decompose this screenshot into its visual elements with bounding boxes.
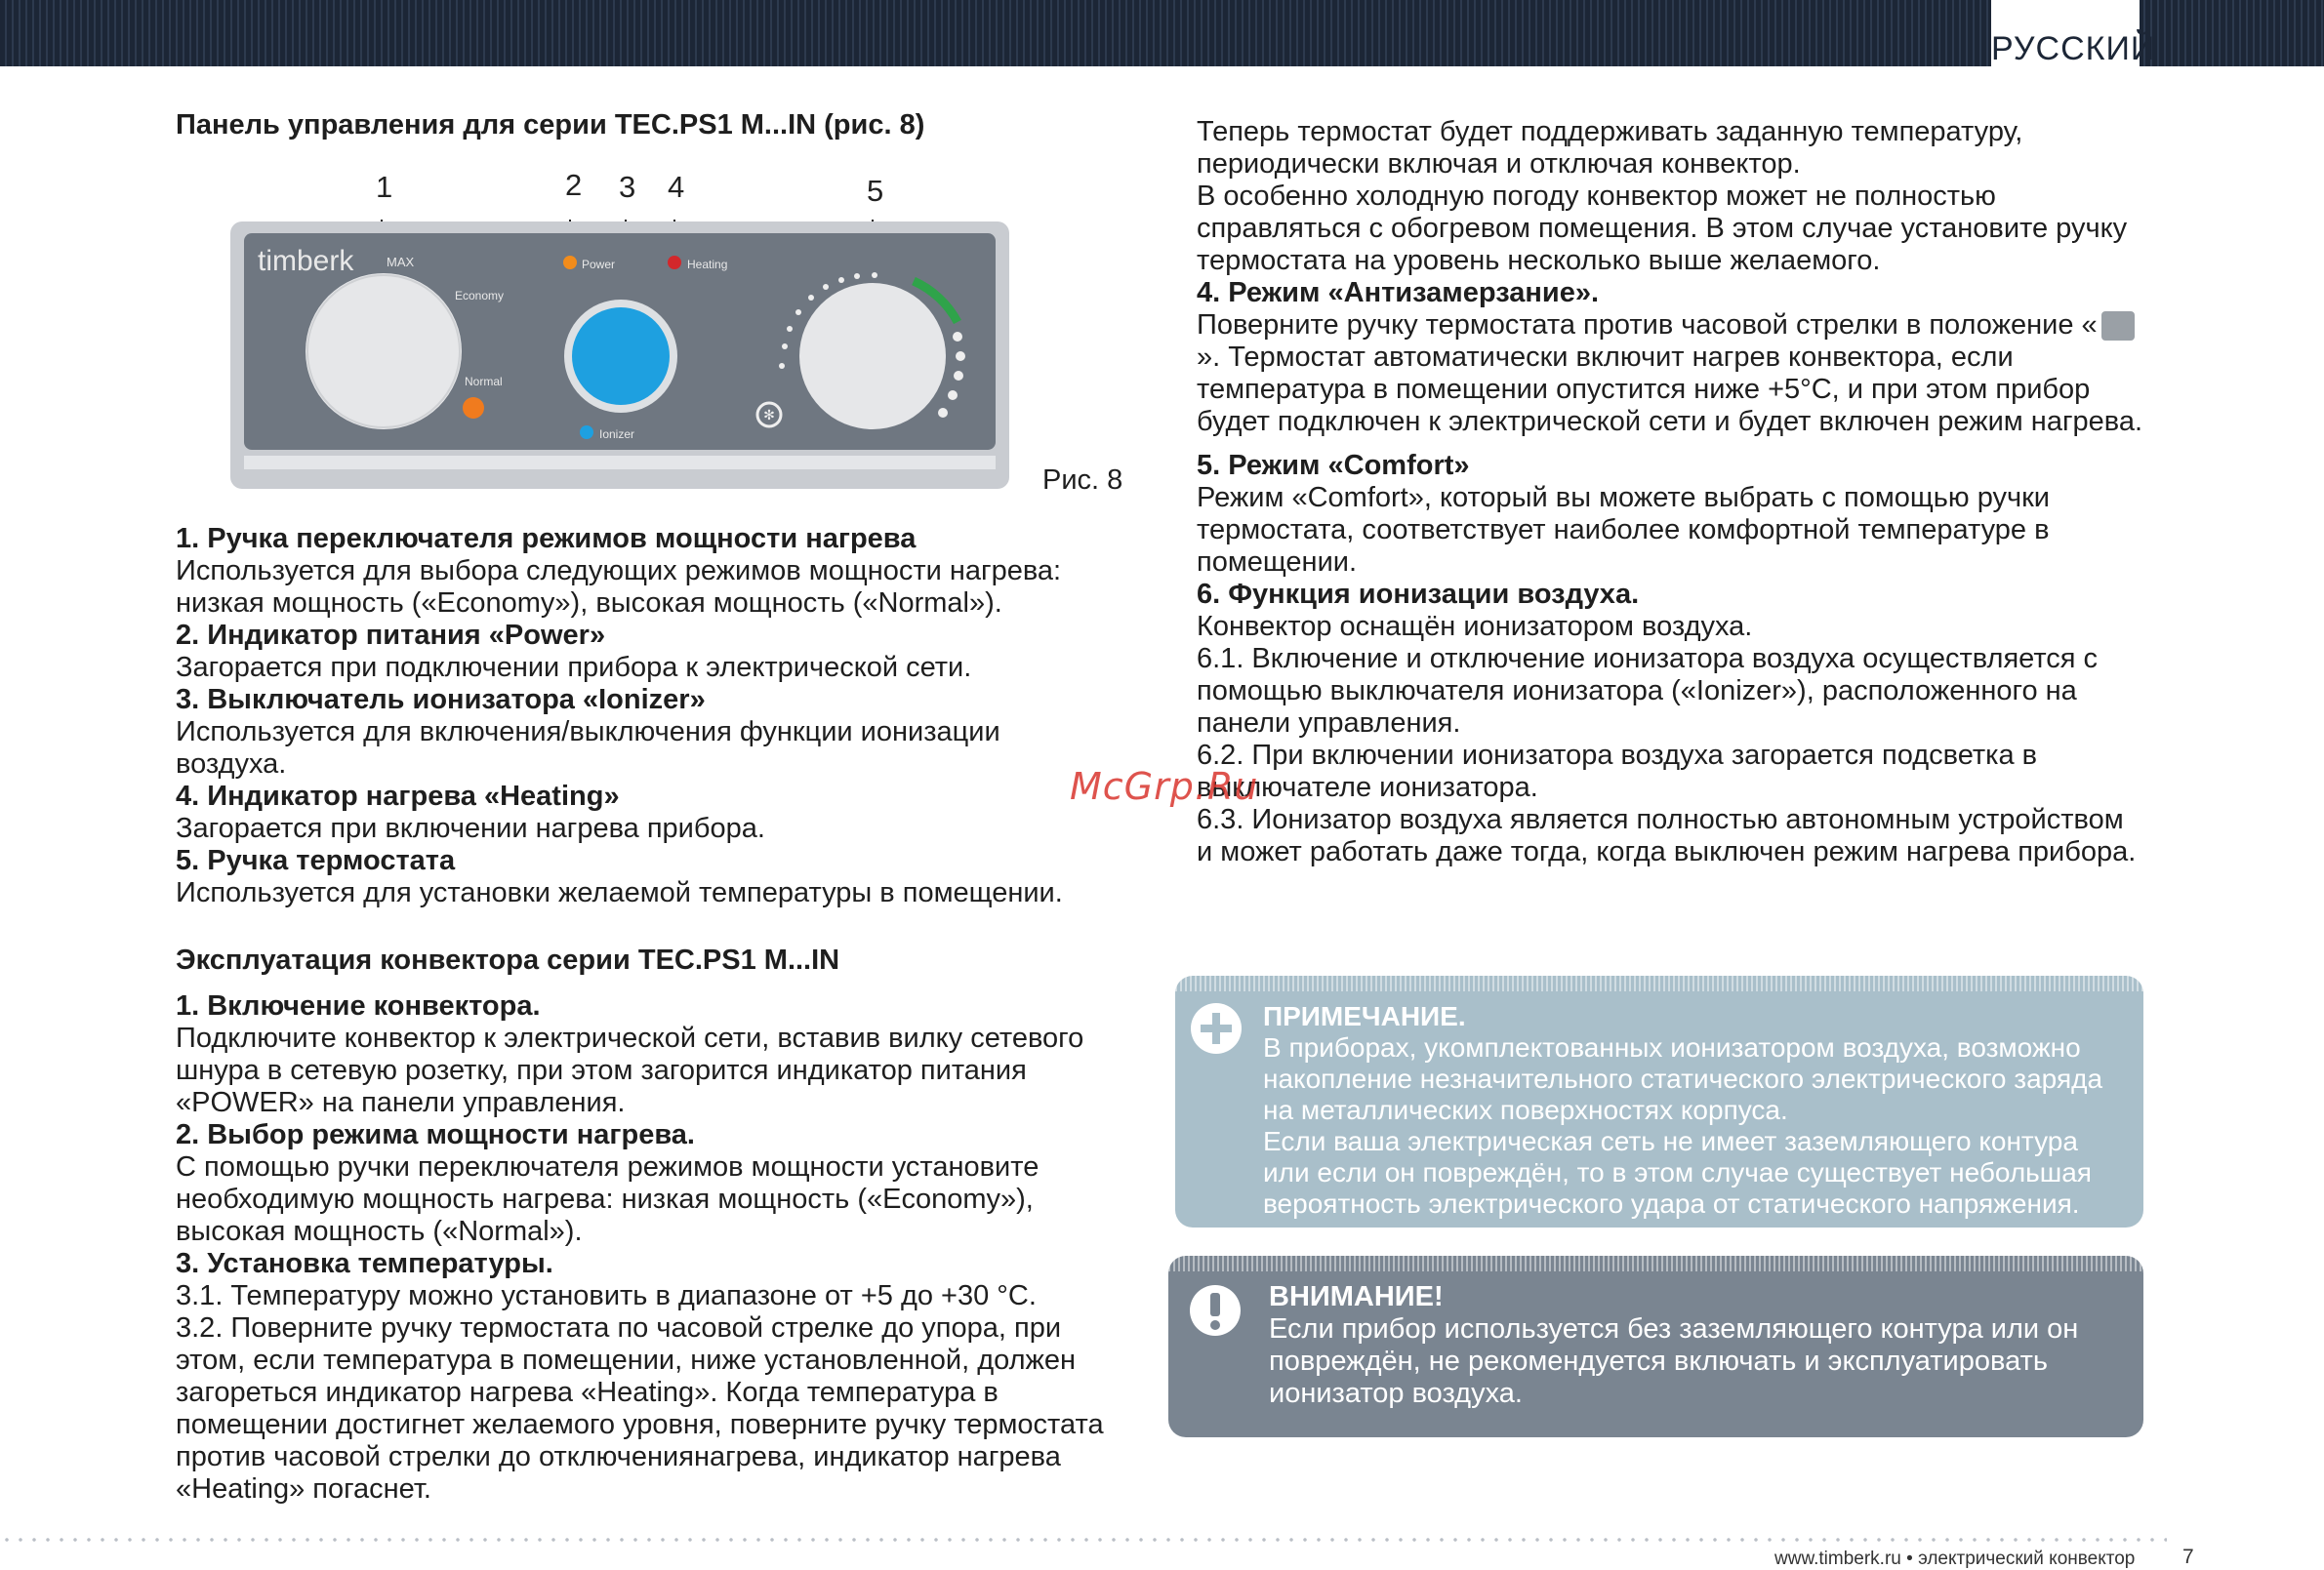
operation-title: Эксплуатация конвектора серии TEC.PS1 M...IN — [176, 945, 840, 976]
warning-text: Если прибор используется без заземляющего контура или он повреждён, не рекомендуется включать и эксплуатировать ионизатор воздуха. — [1269, 1313, 2079, 1409]
comfort-title: 5. Режим «Comfort» — [1197, 450, 1470, 481]
ion-item: 6.2. При включении ионизатора воздуха загорается подсветка в выключателе ионизатора. — [1197, 740, 2038, 803]
note-box — [1175, 976, 2143, 1228]
step-title: 3. Установка температуры. — [176, 1248, 553, 1279]
antifreeze-text — [1197, 309, 2143, 438]
control-panel-figure — [230, 220, 1009, 491]
antifreeze-text-b: ». Термостат автоматически включит нагрев конвектора, если температура в помещении опустится ниже +5°С, и при этом прибор будет подключен к электрической сети и будет включен режим нагрева. — [1197, 342, 2143, 437]
step-text: С помощью ручки переключателя режимов мощности установите необходимую мощность нагрева: низкая мощность («Economy»), высокая мощность («Normal»). — [176, 1151, 1040, 1247]
language-label: РУССКИЙ — [1991, 0, 2140, 76]
step-text: 3.1. Температуру можно установить в диапазоне от +5 до +30 °С. — [176, 1280, 1037, 1311]
note-paragraph: Если ваша электрическая сеть не имеет заземляющего контура или если он повреждён, то в этом случае существует небольшая вероятность электрического удара от статического напряжения. — [1263, 1126, 2092, 1219]
brand-logo: timberk — [258, 245, 354, 277]
figure-caption: Рис. 8 — [1042, 464, 1123, 496]
label-heating: Heating — [687, 258, 728, 271]
figure-number-2: 2 — [565, 168, 583, 202]
note-paragraph: В приборах, укомплектованных ионизатором воздуха, возможно накопление незначительного статического электрического заряда на металлических поверхностях корпуса. — [1263, 1032, 2103, 1125]
figure-number-5: 5 — [867, 174, 884, 208]
normal-mode-indicator-icon — [463, 397, 484, 419]
power-indicator-icon — [563, 256, 577, 269]
page-number: 7 — [2182, 1546, 2194, 1568]
comfort-text: Режим «Comfort», который вы можете выбрать с помощью ручки термостата, соответствует наиболее комфортной температуре в помещении. — [1197, 482, 2050, 578]
item-text: Загорается при включении нагрева прибора. — [176, 813, 765, 844]
ion-text: Конвектор оснащён ионизатором воздуха. — [1197, 611, 1753, 642]
figure-number-3: 3 — [619, 170, 636, 204]
item-title: 5. Ручка термостата — [176, 845, 456, 876]
step-title: 2. Выбор режима мощности нагрева. — [176, 1119, 695, 1150]
step-title: 1. Включение конвектора. — [176, 990, 541, 1022]
ion-item: 6.1. Включение и отключение ионизатора воздуха осуществляется с помощью выключателя ионизатора («Ionizer»), расположенного на панели управления. — [1197, 643, 2099, 739]
label-power: Power — [582, 258, 616, 271]
svg-text:✻: ✻ — [763, 407, 775, 423]
antifreeze-symbol-icon — [2101, 311, 2135, 341]
footer-text: www.timberk.ru • электрический конвектор — [1774, 1549, 2136, 1569]
thermostat-knob — [799, 283, 946, 429]
step-text: Подключите конвектор к электрической сети, вставив вилку сетевого шнура в сетевую розетку, при этом загорится индикатор питания «POWER» на панели управления. — [176, 1023, 1084, 1118]
watermark: McGrp.Ru — [1070, 765, 1259, 808]
item-title: 3. Выключатель ионизатора «Ionizer» — [176, 684, 706, 715]
heating-indicator-icon — [668, 256, 681, 269]
top-header-bar — [0, 0, 2324, 66]
ionizer-indicator-icon — [580, 425, 593, 439]
footer-divider — [0, 1538, 2167, 1542]
item-title: 1. Ручка переключателя режимов мощности нагрева — [176, 523, 917, 554]
panel-descriptions — [176, 523, 1113, 909]
ionizer-button — [572, 307, 670, 405]
label-normal: Normal — [465, 375, 503, 388]
intro-text: Теперь термостат будет поддерживать заданную температуру, периодически включая и отключая конвектор. В особенно холодную погоду конвектор может не полностью справляться с обогревом помещения. В этом случае установите ручку термостата на уровень несколько выше желаемого. — [1197, 116, 2128, 276]
warning-title: ВНИМАНИЕ! — [1269, 1281, 1444, 1312]
item-text: Используется для включения/выключения функции ионизации воздуха. — [176, 716, 1000, 780]
plus-icon — [1189, 1001, 1244, 1056]
item-text: Используется для установки желаемой температуры в помещении. — [176, 877, 1063, 908]
step-text: 3.2. Поверните ручку термостата по часовой стрелке до упора, при этом, если температура в помещении, ниже установленной, должен загореться индикатор нагрева «Heating». Когда температура в помещении достигнет желаемого уровня, поверните ручку термостата против часовой стрелки до отключениянагрева, индикатор нагрева «Heating» погаснет. — [176, 1312, 1104, 1505]
panel-bottom-strip — [244, 456, 996, 469]
label-economy: Economy — [455, 289, 505, 302]
antifreeze-text-a: Поверните ручку термостата против часовой стрелки в положение « — [1197, 309, 2098, 341]
item-title: 2. Индикатор питания «Power» — [176, 620, 606, 651]
item-text: Загорается при подключении прибора к электрической сети. — [176, 652, 972, 683]
figure-number-1: 1 — [376, 170, 393, 204]
power-mode-knob — [306, 273, 462, 429]
item-text: Используется для выбора следующих режимов мощности нагрева: низкая мощность («Economy»), высокая мощность («Normal»). — [176, 555, 1062, 619]
note-title: ПРИМЕЧАНИЕ. — [1263, 1001, 1466, 1031]
ion-title: 6. Функция ионизации воздуха. — [1197, 579, 1640, 610]
panel-title: Панель управления для серии TEC.PS1 M...IN (рис. 8) — [176, 109, 925, 141]
warning-box — [1168, 1256, 2143, 1437]
right-column-text — [1197, 116, 2143, 868]
item-title: 4. Индикатор нагрева «Heating» — [176, 781, 620, 812]
antifreeze-title: 4. Режим «Антизамерзание». — [1197, 277, 1600, 308]
figure-number-4: 4 — [668, 170, 685, 204]
label-ionizer: Ionizer — [599, 427, 635, 441]
exclamation-icon — [1188, 1283, 1243, 1338]
ion-item: 6.3. Ионизатор воздуха является полностью автономным устройством и может работать даже тогда, когда выключен режим нагрева прибора. — [1197, 804, 2137, 867]
label-max: MAX — [387, 255, 415, 269]
operation-section — [176, 990, 1113, 1506]
